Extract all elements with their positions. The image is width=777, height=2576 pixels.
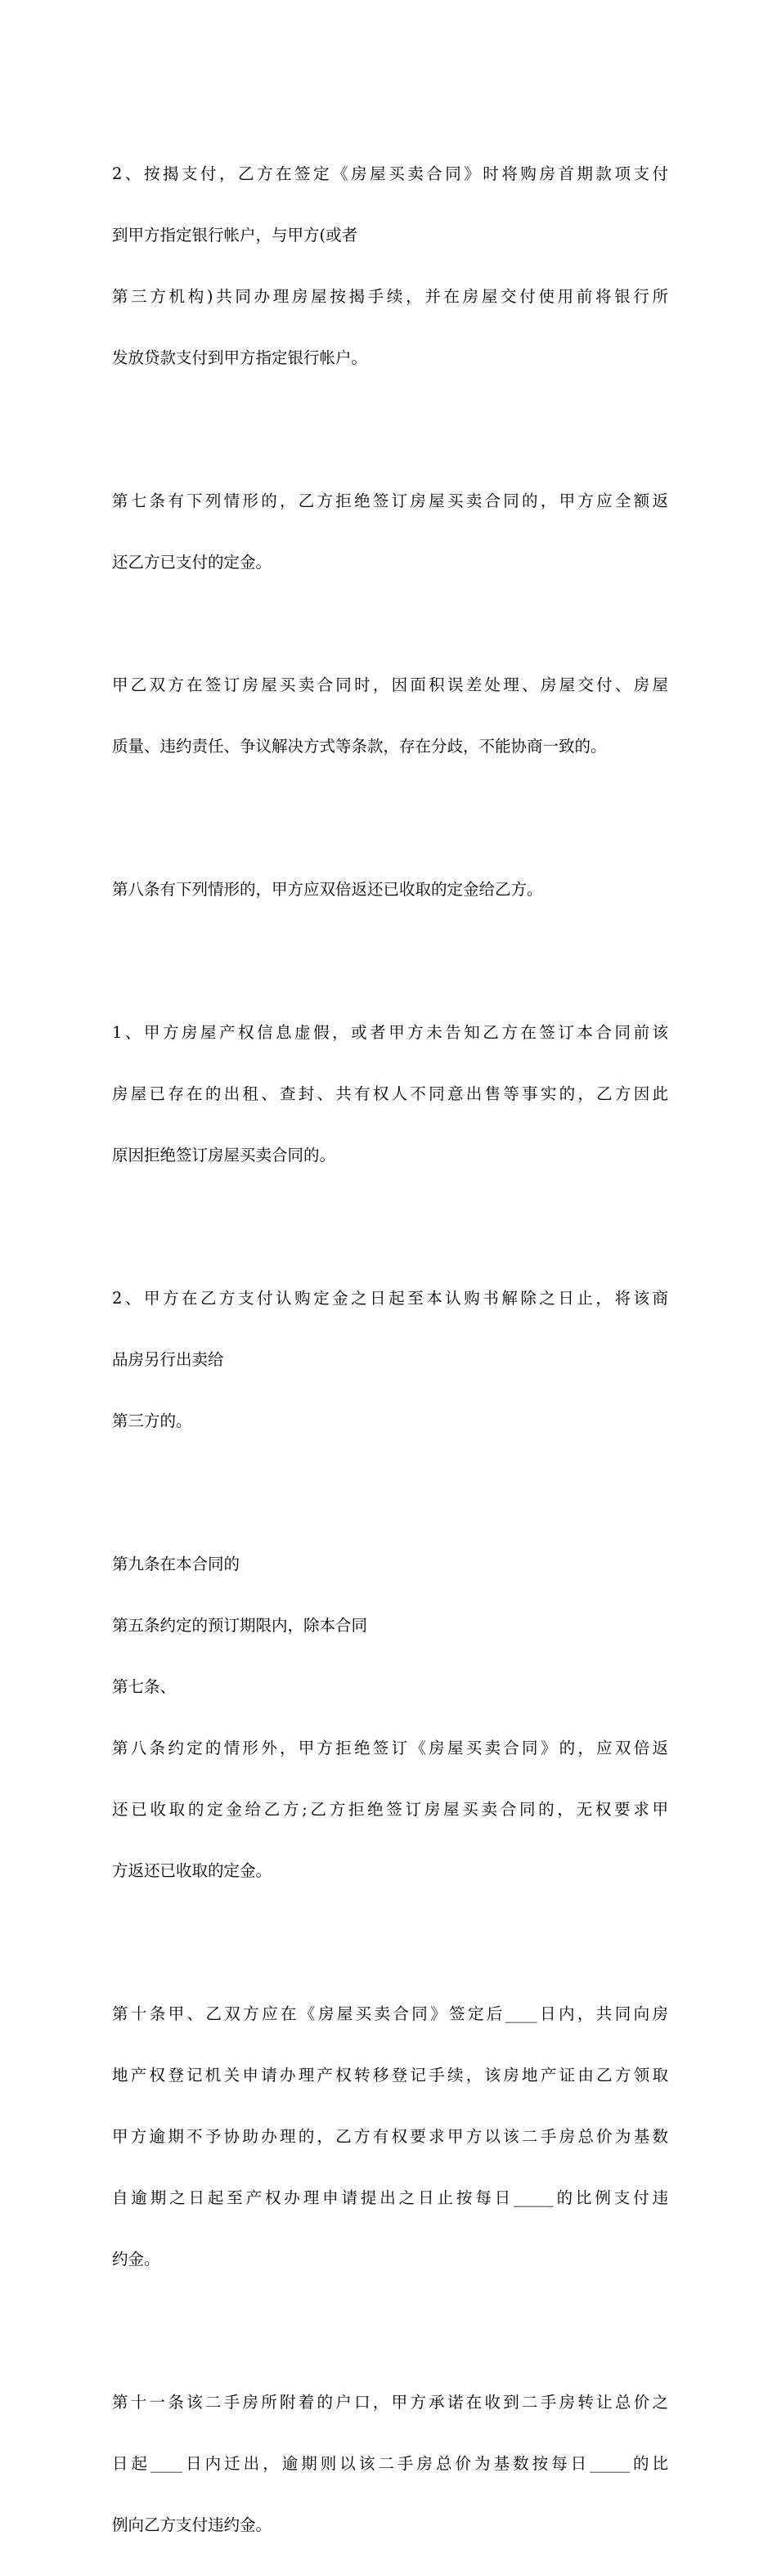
text-line: 方返还已收取的定金。 xyxy=(112,1861,272,1880)
text-line: 地产权登记机关申请办理产权转移登记手续，该房地产证由乙方领取 xyxy=(112,2066,668,2085)
text-line: 第十条甲、乙双方应在《房屋买卖合同》签定后____日内，共同向房 xyxy=(112,2004,668,2023)
text-line: 甲乙双方在签订房屋买卖合同时，因面积误差处理、房屋交付、房屋 xyxy=(112,675,668,694)
text-line: 发放贷款支付到甲方指定银行帐户。 xyxy=(112,348,368,367)
text-line: 第八条约定的情形外，甲方拒绝签订《房屋买卖合同》的，应双倍返 xyxy=(112,1739,668,1757)
text-line: 第八条有下列情形的，甲方应双倍返还已收取的定金给乙方。 xyxy=(112,880,543,899)
text-line: 第十一条该二手房所附着的户口，甲方承诺在收到二手房转让总价之 xyxy=(112,2393,668,2412)
paragraph-spacer xyxy=(112,797,668,838)
text-line: 房屋已存在的出租、查封、共有权人不同意出售等事实的，乙方因此 xyxy=(112,1084,668,1103)
paragraph-article-8 xyxy=(112,838,668,940)
text-line: 原因拒绝签订房屋买卖合同的。 xyxy=(112,1146,336,1165)
text-line: 约金。 xyxy=(112,2250,160,2269)
document-body xyxy=(112,123,668,2576)
paragraph-spacer xyxy=(112,1472,668,1513)
text-line: 还已收取的定金给乙方;乙方拒绝签订房屋买卖合同的，无权要求甲 xyxy=(112,1800,668,1819)
paragraph-article-9 xyxy=(112,1513,668,1922)
text-line: 到甲方指定银行帐户，与甲方(或者 xyxy=(112,226,358,245)
paragraph-spacer xyxy=(112,613,668,634)
text-line: 第七条、 xyxy=(112,1677,177,1696)
paragraph-article-10 xyxy=(112,1963,668,2310)
paragraph-article-11 xyxy=(112,2351,668,2576)
text-line: 第三方的。 xyxy=(112,1411,192,1430)
paragraph-spacer xyxy=(112,2310,668,2351)
text-line: 2、甲方在乙方支付认购定金之日起至本认购书解除之日止，将该商 xyxy=(112,1289,668,1308)
text-line: 第九条在本合同的 xyxy=(112,1555,240,1573)
text-line: 还乙方已支付的定金。 xyxy=(112,553,272,572)
text-line: 品房另行出卖给 xyxy=(112,1350,224,1369)
paragraph-spacer xyxy=(112,409,668,450)
paragraph-spacer xyxy=(112,1206,668,1247)
paragraph-article-8-item-2 xyxy=(112,1247,668,1472)
text-line: 2、按揭支付，乙方在签定《房屋买卖合同》时将购房首期款项支付 xyxy=(112,164,668,183)
paragraph-article-7 xyxy=(112,450,668,613)
paragraph-article-8-item-1 xyxy=(112,981,668,1206)
text-line: 第七条有下列情形的，乙方拒绝签订房屋买卖合同的，甲方应全额返 xyxy=(112,491,668,510)
text-line: 1、甲方房屋产权信息虚假，或者甲方未告知乙方在签订本合同前该 xyxy=(112,1023,668,1042)
paragraph-spacer xyxy=(112,1922,668,1963)
text-line: 例向乙方支付违约金。 xyxy=(112,2515,272,2534)
paragraph-mortgage-payment xyxy=(112,123,668,409)
text-line: 日起____日内迁出，逾期则以该二手房总价为基数按每日_____的比 xyxy=(112,2454,668,2473)
text-line: 第五条约定的预订期限内，除本合同 xyxy=(112,1616,368,1635)
paragraph-disagreement xyxy=(112,634,668,797)
paragraph-spacer xyxy=(112,940,668,981)
text-line: 自逾期之日起至产权办理申请提出之日止按每日_____的比例支付违 xyxy=(112,2188,668,2207)
text-line: 甲方逾期不予协助办理的，乙方有权要求甲方以该二手房总价为基数 xyxy=(112,2127,668,2146)
text-line: 质量、违约责任、争议解决方式等条款，存在分歧，不能协商一致的。 xyxy=(112,737,607,756)
text-line: 第三方机构)共同办理房屋按揭手续，并在房屋交付使用前将银行所 xyxy=(112,287,668,306)
